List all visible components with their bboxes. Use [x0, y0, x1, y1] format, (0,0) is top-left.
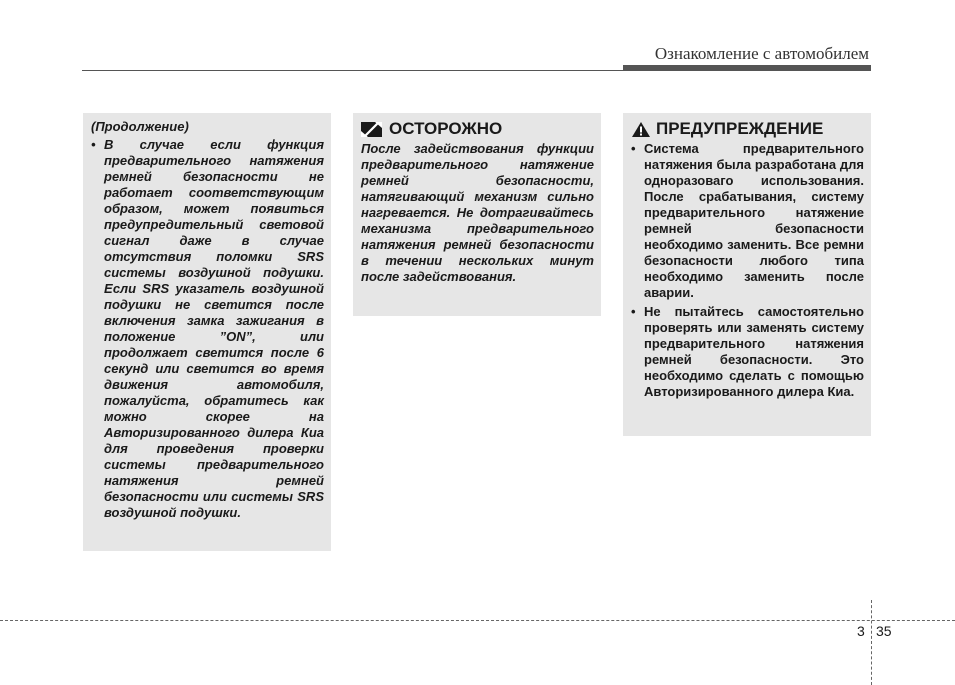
note-bullet: • В случае если функция предварительного натяжения ремней безопасности не работает соответствующим образом, может появиться предупредительный световой сигнал даже в случае отсутствия поломки SRS системы воздушной подушки. Если SRS указатель воздушной подушки не светится после включения замка зажигания в положение ”ON”, или продолжает светится после 6 секунд или светится во время движения автомобиля, пожалуйста, обратитесь как можно скорее на Авторизированного дилера Киа для проведения проверки системы предварительного натяжения ремней безопасности или системы SRS воздушной подушки. [91, 137, 324, 521]
page-header-title: Ознакомление с автомобилем [654, 44, 869, 63]
caution-title: ПРЕДУПРЕЖДЕНИЕ [656, 119, 824, 138]
warning-text: После задействования функции предварительного натяжение ремней безопасности, натягивающий механизм сильно нагревается. Не дотрагивайтесь механизма предварительного натяжения ремней безопасности в течении нескольких минут после задействования. [361, 141, 594, 284]
footer-dashed-divider [871, 600, 872, 685]
warning-header [361, 120, 594, 138]
continued-note-box [83, 113, 331, 551]
warning-box [353, 113, 601, 316]
continued-label: (Продолжение) [91, 119, 189, 134]
warning-stripes-icon [361, 122, 382, 137]
caution-bullet-2: • Не пытайтесь самостоятельно проверять или заменять систему предварительного натяжения ремней безопасности. Это необходимо сделать с помощью Авторизированного дилера Киа. [631, 304, 864, 400]
warning-title: ОСТОРОЖНО [389, 119, 503, 138]
caution-bullet-1: • Система предварительного натяжения была разработана для одноразоваго использования. После срабатывания, систему предварительного натяжение ремней безопасности необходимо заменить. Все ремни безопасности любого типа необходимо заменить после аварии. [631, 141, 864, 301]
caution-triangle-icon [631, 121, 651, 138]
caution-list [631, 141, 864, 400]
section-number: 3 [857, 623, 865, 639]
caution-box [623, 113, 871, 436]
header-accent-bar [623, 65, 871, 71]
page-number: 35 [876, 623, 892, 639]
caution-header [631, 120, 864, 138]
footer-dashed-rule [0, 620, 955, 621]
